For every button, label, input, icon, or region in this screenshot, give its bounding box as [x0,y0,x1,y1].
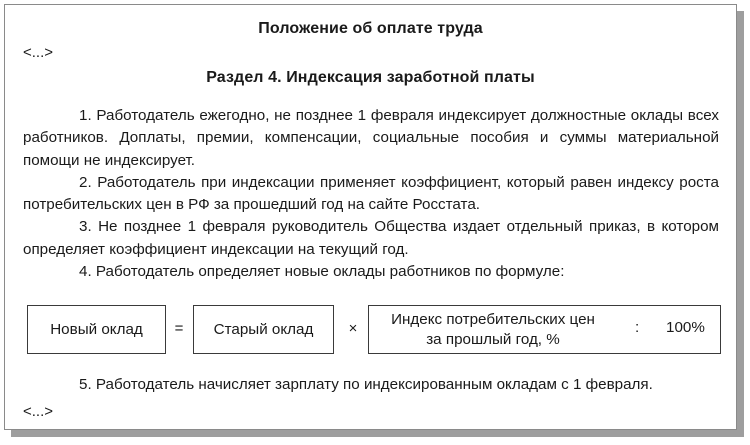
paragraph-1: 1. Работодатель ежегодно, не позднее 1 февраля индексирует должностные оклады всех работников. Доплаты, премии, компенсации, социальные пособия и суммы материальной помощи не индексирует. [23,107,719,169]
paragraph-2: 2. Работодатель при индексации применяет коэффициент, который равен индексу роста потребительских цен в РФ за прошедший год на сайте Росстата. [23,173,719,214]
formula-new-salary-box: Новый оклад [27,305,166,354]
formula-index-line-1: Индекс потребительских цен [391,311,595,328]
paragraph-5: 5. Работодатель начисляет зарплату по индексированным окладам с 1 февраля. [79,376,653,393]
paragraph-4: 4. Работодатель определяет новые оклады работников по формуле: [79,263,565,281]
omission-marker-bottom: <...> [23,403,54,420]
omission-marker-top: <...> [23,44,54,61]
formula-index-label [383,310,603,350]
document-title: Положение об оплате труда [258,20,483,37]
document-frame [4,4,737,430]
formula-old-salary-box: Старый оклад [193,305,334,354]
formula-index-box [368,305,721,354]
formula-divide-sign: : [635,319,640,336]
formula-index-line-2: за прошлый год, % [426,331,560,348]
paragraph-3: 3. Не позднее 1 февраля руководитель Общества издает отдельный приказ, в котором определяет коэффициент индексации на текущий год. [23,218,719,258]
formula-percent-value: 100% [666,319,705,336]
section-title: Раздел 4. Индексация заработной платы [206,69,535,86]
formula-multiply-sign: × [348,320,358,337]
formula-equals-sign: = [174,320,184,337]
document-body [23,105,719,283]
